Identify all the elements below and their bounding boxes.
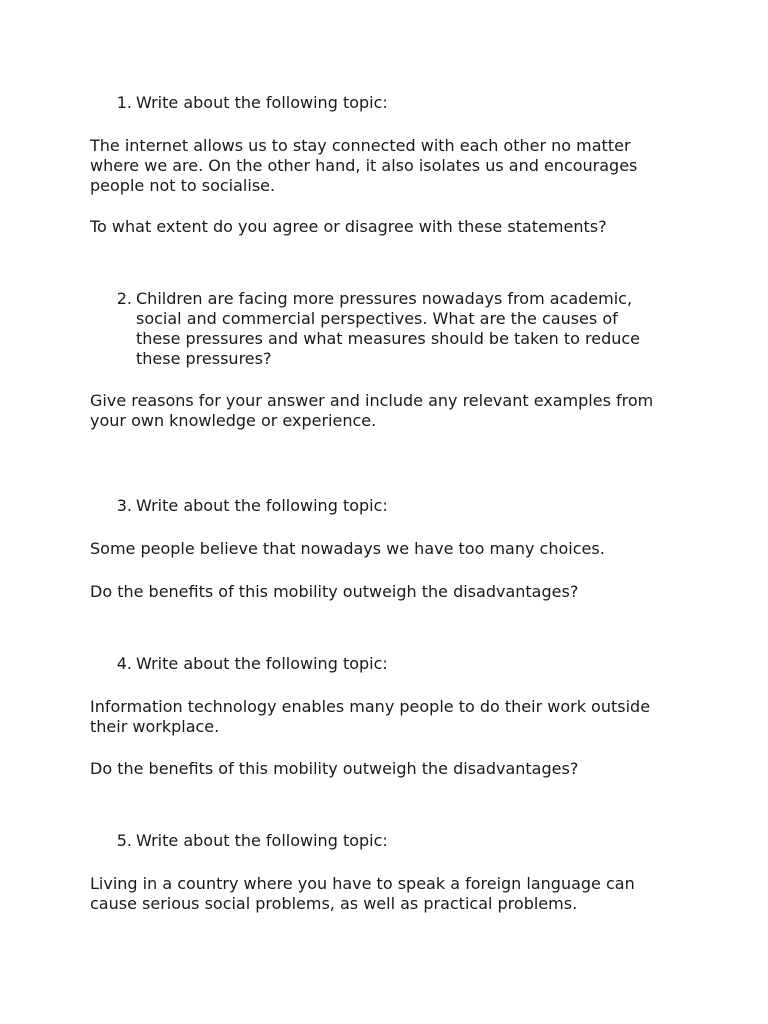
question-1-paragraph-1: The internet allows us to stay connected with each other no matter where we are. On the other hand, it also isolates us and encourages people not to socialise. bbox=[90, 136, 638, 195]
question-1-heading: Write about the following topic: bbox=[136, 93, 388, 112]
question-5-number: 5. bbox=[116, 831, 132, 850]
question-3-paragraph-1: Some people believe that nowadays we have too many choices. bbox=[90, 539, 605, 558]
question-4-number: 4. bbox=[116, 654, 132, 673]
question-5-paragraph-1: Living in a country where you have to speak a foreign language can cause serious social problems, as well as practical problems. bbox=[90, 874, 635, 913]
question-3-paragraph-2: Do the benefits of this mobility outweigh the disadvantages? bbox=[90, 582, 579, 601]
question-3-number: 3. bbox=[116, 496, 132, 515]
question-2-heading: Children are facing more pressures nowadays from academic, social and commercial perspectives. What are the causes of these pressures and what measures should be taken to reduce these pressures? bbox=[136, 289, 641, 368]
question-4-heading: Write about the following topic: bbox=[136, 654, 388, 673]
question-2-paragraph-1: Give reasons for your answer and include any relevant examples from your own knowledge or experience. bbox=[90, 391, 654, 430]
question-4-paragraph-2: Do the benefits of this mobility outweigh the disadvantages? bbox=[90, 759, 579, 778]
question-2-number: 2. bbox=[116, 289, 132, 308]
question-1-number: 1. bbox=[116, 93, 132, 112]
question-4-paragraph-1: Information technology enables many people to do their work outside their workplace. bbox=[90, 697, 651, 736]
question-3-heading: Write about the following topic: bbox=[136, 496, 388, 515]
question-5-heading: Write about the following topic: bbox=[136, 831, 388, 850]
question-1-paragraph-2: To what extent do you agree or disagree with these statements? bbox=[90, 217, 607, 236]
